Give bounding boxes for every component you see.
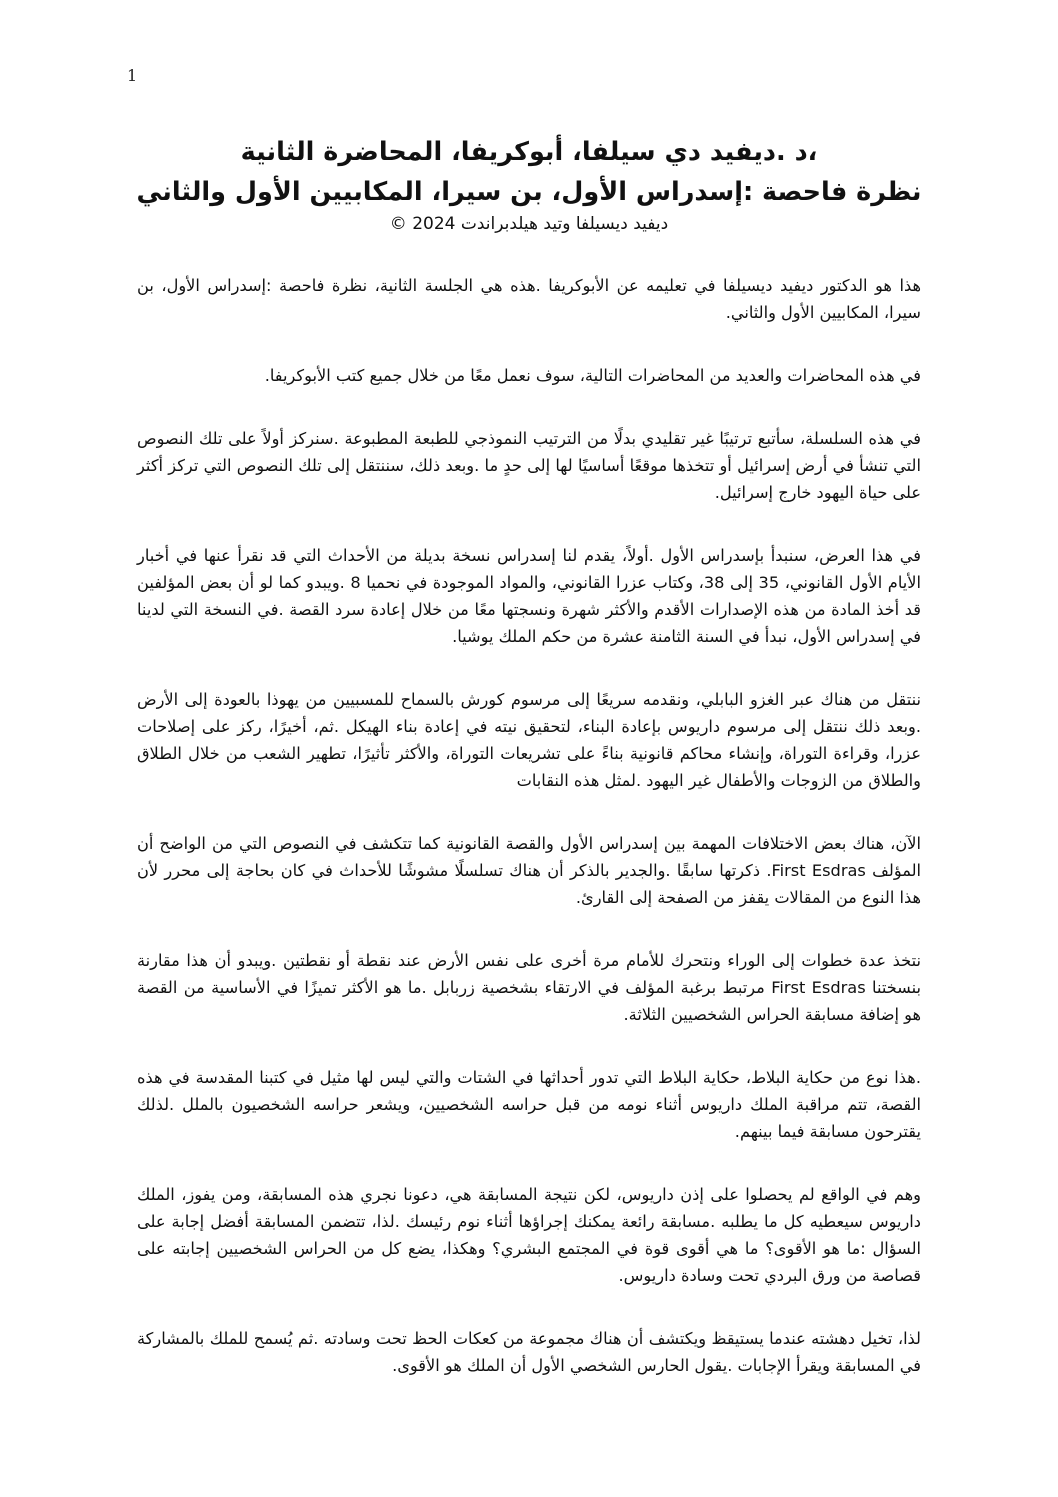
document-title-line-1: ،د .ديفيد دي سيلفا، أبوكريفا، المحاضرة الثانية <box>240 137 818 167</box>
paragraph-8: .هذا نوع من حكاية البلاط، حكاية البلاط التي تدور أحداثها في الشتات والتي ليس لها مثيل في كتبنا المقدسة في هذه القصة، تتم مراقبة الملك داريوس أثناء نومه من قبل حراسه الشخصيين، ويشعر حراسه الشخصيون بالملل .لذلك يقترحون مسابقة فيما بينهم. <box>137 1068 921 1141</box>
page-number: 1 <box>127 66 138 85</box>
paragraph-10: لذا، تخيل دهشته عندما يستيقظ ويكتشف أن هناك مجموعة من كعكات الحظ تحت وسادته .ثم يُسمح للملك بالمشاركة في المسابقة ويقرأ الإجابات .يقول الحارس الشخصي الأول أن الملك هو الأقوى. <box>137 1329 921 1375</box>
document-body <box>137 272 921 1415</box>
paragraph-6: الآن، هناك بعض الاختلافات المهمة بين إسدراس الأول والقصة القانونية كما تتكشف في النصوص التي من الواضح أن المؤلف First Esdras. ذكرتها سابقًا .والجدير بالذكر أن هناك تسلسلًا مشوشًا للأحداث في كان بحاجة إلى محرر لأن هذا النوع من المقالات يقفز من الصفحة إلى القارئ. <box>137 834 921 907</box>
copyright-notice: ديفيد ديسيلفا وتيد هيلدبراندت 2024 © <box>389 214 669 234</box>
document-title-line-2: نظرة فاحصة :إسدراس الأول، بن سيرا، المكابيين الأول والثاني <box>136 177 922 207</box>
document-header <box>120 132 938 236</box>
paragraph-5: ننتقل من هناك عبر الغزو البابلي، ونقدمه سريعًا إلى مرسوم كورش بالسماح للمسبيين من يهوذا بالعودة إلى الأرض .وبعد ذلك ننتقل إلى مرسوم داريوس بإعادة البناء، لتحقيق نيته في إعادة بناء الهيكل .ثم، أخيرًا، ركز على إصلاحات عزرا، وقراءة التوراة، وإنشاء محاكم قانونية بناءً على تشريعات التوراة، والأكثر تأثيرًا، تطهير الشعب من خلال الطلاق والطلاق من الزوجات والأطفال غير اليهود .لمثل هذه النقابات <box>137 690 921 790</box>
paragraph-2: في هذه المحاضرات والعديد من المحاضرات التالية، سوف نعمل معًا من خلال جميع كتب الأبوكريفا. <box>264 366 921 385</box>
paragraph-1: هذا هو الدكتور ديفيد ديسيلفا في تعليمه عن الأبوكريفا .هذه هي الجلسة الثانية، نظرة فاحصة :إسدراس الأول، بن سيرا، المكابيين الأول والثاني. <box>137 276 921 322</box>
paragraph-3: في هذه السلسلة، سأتبع ترتيبًا غير تقليدي بدلًا من الترتيب النموذجي للطبعة المطبوعة .سنركز أولاً على تلك النصوص التي تنشأ في أرض إسرائيل أو تتخذها موقعًا أساسيًا لها إلى حدٍ ما .وبعد ذلك، سننتقل إلى تلك النصوص التي تركز أكثر على حياة اليهود خارج إسرائيل. <box>137 429 921 502</box>
paragraph-7: نتخذ عدة خطوات إلى الوراء ونتحرك للأمام مرة أخرى على نفس الأرض عند نقطة أو نقطتين .ويبدو أن هذا مقارنة بنسختنا First Esdras مرتبط برغبة المؤلف في الارتقاء بشخصية زربابل .ما هو الأكثر تميزًا في الأساسية من القصة هو إضافة مسابقة الحراس الشخصيين الثلاثة. <box>137 951 922 1024</box>
paragraph-4: في هذا العرض، سنبدأ بإسدراس الأول .أولاً، يقدم لنا إسدراس نسخة بديلة من الأحداث التي قد نقرأ عنها في أخبار الأيام الأول القانوني، 35 إلى 38، وكتاب عزرا القانوني، والمواد الموجودة في نحميا 8 .ويبدو كما لو أن بعض المؤلفين قد أخذ المادة من هذه الإصدارات الأقدم والأكثر شهرة ونسجتها معًا من خلال إعادة سرد القصة .في النسخة التي لدينا في إسدراس الأول، نبدأ في السنة الثامنة عشرة من حكم الملك يوشيا. <box>137 546 921 646</box>
paragraph-9: وهم في الواقع لم يحصلوا على إذن داريوس، لكن نتيجة المسابقة هي، دعونا نجري هذه المسابقة، ومن يفوز، الملك داريوس سيعطيه كل ما يطلبه .مسابقة رائعة يمكنك إجراؤها أثناء نوم رئيسك .لذا، تتضمن المسابقة أفضل إجابة على السؤال :ما هو الأقوى؟ ما هي أقوى قوة في المجتمع البشري؟ وهكذا، يضع كل من الحراس الشخصيين إجابته على قصاصة من ورق البردي تحت وسادة داريوس. <box>137 1185 921 1285</box>
